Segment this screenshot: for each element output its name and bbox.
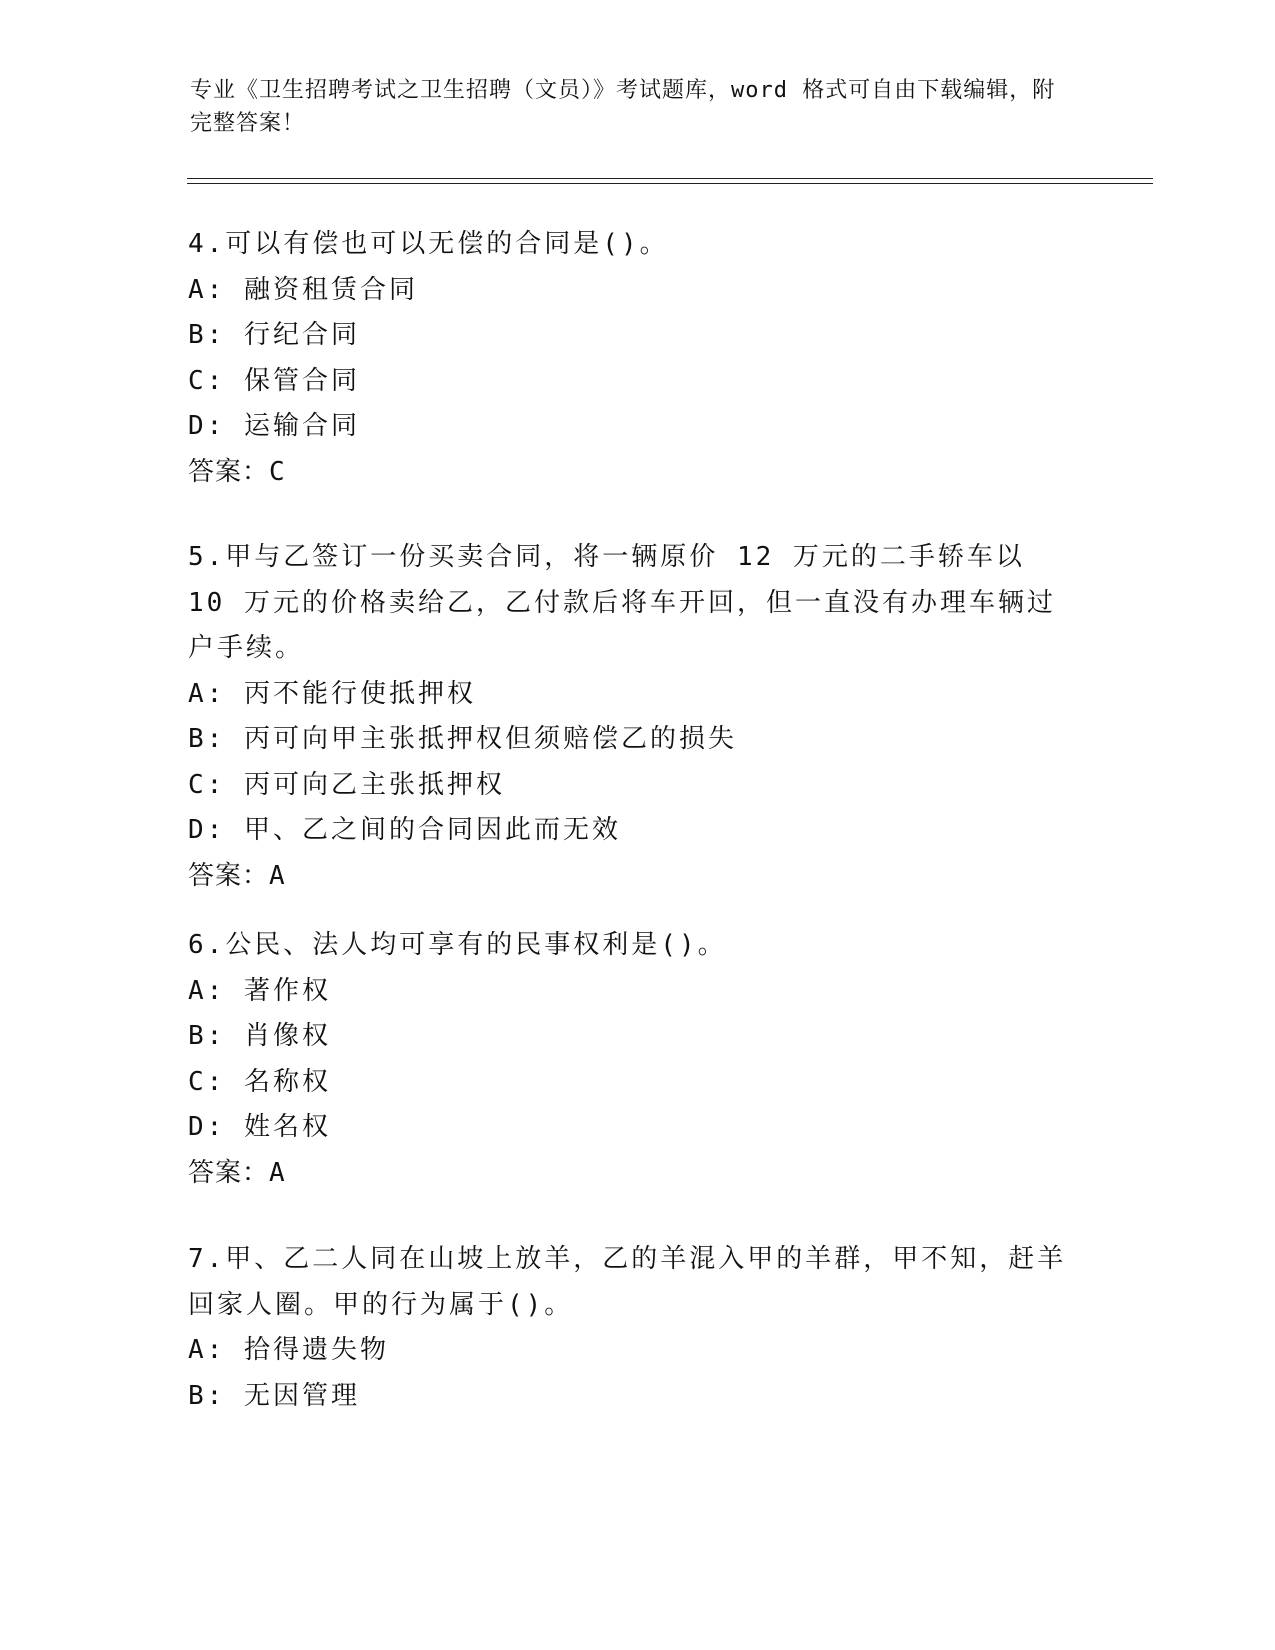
header-divider-bottom xyxy=(187,183,1153,184)
option-b: B: 行纪合同 xyxy=(188,320,360,350)
answer-line xyxy=(188,854,1078,900)
option-a: A: 拾得遗失物 xyxy=(188,1335,389,1365)
option-b: B: 无因管理 xyxy=(188,1380,360,1411)
question-stem: 5.甲与乙签订一份买卖合同，将一辆原价 12 万元的二手轿车以 10 万元的价格卖给乙，乙付款后将车开回，但一直没有办理车辆过户手续。 xyxy=(188,542,1056,663)
option-a: A: 著作权 xyxy=(188,975,331,1006)
question-6 xyxy=(188,923,1078,1196)
answer-value: A xyxy=(269,860,286,891)
question-stem: 7.甲、乙二人同在山坡上放羊，乙的羊混入甲的羊群，甲不知，赶羊回家人圈。甲的行为属于()。 xyxy=(188,1244,1067,1320)
answer-value: C xyxy=(269,456,286,487)
question-7 xyxy=(188,1237,1078,1419)
question-stem: 4.可以有偿也可以无偿的合同是()。 xyxy=(188,229,669,259)
question-stem: 6.公民、法人均可享有的民事权利是()。 xyxy=(188,930,727,960)
option-c: C: 保管合同 xyxy=(188,365,360,396)
option-d: D: 运输合同 xyxy=(188,411,360,441)
question-4 xyxy=(188,222,1078,495)
option-a: A: 融资租赁合同 xyxy=(188,274,418,305)
option-b: B: 肖像权 xyxy=(188,1021,331,1051)
option-d: D: 甲、乙之间的合同因此而无效 xyxy=(188,815,621,845)
answer-label: 答案： xyxy=(188,456,270,487)
answer-value: A xyxy=(269,1157,286,1188)
answer-label: 答案： xyxy=(188,1157,270,1188)
answer-line xyxy=(188,1151,1078,1197)
option-a: A: 丙不能行使抵押权 xyxy=(188,678,476,709)
answer-label: 答案： xyxy=(188,860,270,891)
option-b: B: 丙可向甲主张抵押权但须赔偿乙的损失 xyxy=(188,724,737,754)
answer-line xyxy=(188,450,1078,496)
question-5 xyxy=(188,535,1078,899)
option-c: C: 丙可向乙主张抵押权 xyxy=(188,769,505,800)
option-c: C: 名称权 xyxy=(188,1066,331,1097)
header-divider-top xyxy=(187,178,1153,179)
document-header: 专业《卫生招聘考试之卫生招聘（文员）》考试题库，word 格式可自由下载编辑，附完整答案！ xyxy=(190,78,1056,136)
option-d: D: 姓名权 xyxy=(188,1112,331,1142)
